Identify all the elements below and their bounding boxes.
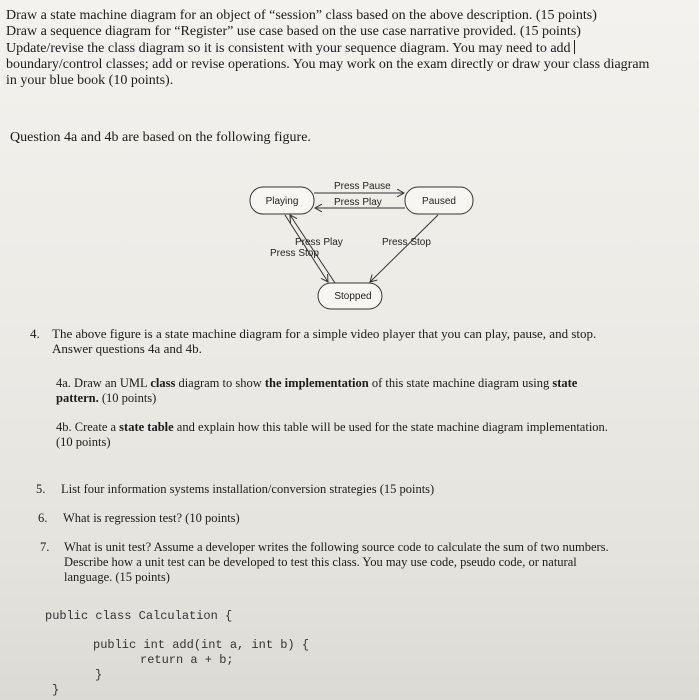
q4a-bold-state: state	[552, 376, 578, 390]
question-4b-line-1	[56, 420, 676, 435]
question-7-line-1: What is unit test? Assume a developer writes the following source code to calculate the sum of two numbers.	[64, 540, 609, 554]
code-line-method: public int add(int a, int b) {	[93, 638, 310, 652]
question-6-text: What is regression test? (10 points)	[63, 511, 240, 525]
question-4b-line-2: (10 points)	[56, 435, 111, 449]
state-playing-label: Playing	[265, 196, 299, 207]
state-stopped-label: Stopped	[334, 291, 372, 302]
q4a-text-3: of this state machine diagram using	[368, 376, 553, 390]
intro-line-1: Draw a state machine diagram for an object of “session” class based on the above description. (15 points)	[6, 8, 597, 23]
intro-line-4: boundary/control classes; add or revise operations. You may work on the exam directly or draw your class diagram	[6, 57, 650, 72]
q4a-text-2: diagram to show	[175, 376, 265, 390]
figure-reference-text: Question 4a and 4b are based on the following figure.	[10, 130, 311, 145]
code-line-class: public class Calculation {	[45, 609, 233, 623]
question-6-number: 6.	[38, 511, 48, 525]
question-4b	[56, 420, 676, 450]
question-5-text: List four information systems installation/conversion strategies (15 points)	[61, 482, 435, 496]
question-7-number: 7.	[40, 540, 50, 554]
question-4a-line-2	[56, 391, 656, 406]
state-paused-label: Paused	[422, 196, 456, 207]
code-line-close-method: }	[95, 668, 103, 682]
label-press-play-top: Press Play	[334, 197, 382, 208]
question-4-text	[52, 326, 652, 356]
question-7-line-2: Describe how a unit test can be developed to test this class. You may use code, pseudo code, or natural	[64, 555, 577, 569]
intro-line-5: in your blue book (10 points).	[6, 73, 174, 88]
question-4a	[56, 376, 656, 406]
q4b-bold-state-table: state table	[119, 420, 174, 434]
question-5-number: 5.	[36, 482, 46, 496]
code-line-close-class: }	[52, 683, 60, 697]
question-4a-line-1	[56, 376, 656, 391]
question-7-line-3: language. (15 points)	[64, 570, 170, 584]
question-7-text	[64, 540, 664, 585]
q4a-bold-pattern: pattern.	[56, 391, 99, 405]
label-press-stop-right: Press Stop	[382, 237, 431, 248]
q4a-text-1: 4a. Draw an UML	[56, 376, 151, 390]
question-4-line-2: Answer questions 4a and 4b.	[52, 341, 202, 356]
intro-line-2: Draw a sequence diagram for “Register” use case based on the use case narrative provided. (15 points)	[6, 24, 581, 39]
question-4	[30, 326, 597, 356]
q4b-text-2: and explain how this table will be used for the state machine diagram implementation.	[173, 420, 608, 434]
q4a-bold-class: class	[150, 376, 176, 390]
q4a-points: (10 points)	[98, 391, 157, 405]
label-press-stop-left: Press Stop	[270, 248, 319, 259]
q4b-text-1: 4b. Create a	[56, 420, 120, 434]
code-line-return: return a + b;	[140, 653, 234, 667]
transition-paused-to-stopped	[370, 215, 438, 282]
intro-line-3-text: Update/revise the class diagram so it is consistent with your sequence diagram. You may need to add	[6, 41, 571, 56]
question-4-line-1: The above figure is a state machine diagram for a simple video player that you can play, pause, and stop.	[52, 326, 597, 341]
q4a-bold-implementation: the implementation	[264, 376, 369, 390]
label-press-pause: Press Pause	[334, 181, 391, 192]
question-4-number: 4.	[30, 326, 40, 341]
label-press-play-left: Press Play	[295, 237, 343, 248]
